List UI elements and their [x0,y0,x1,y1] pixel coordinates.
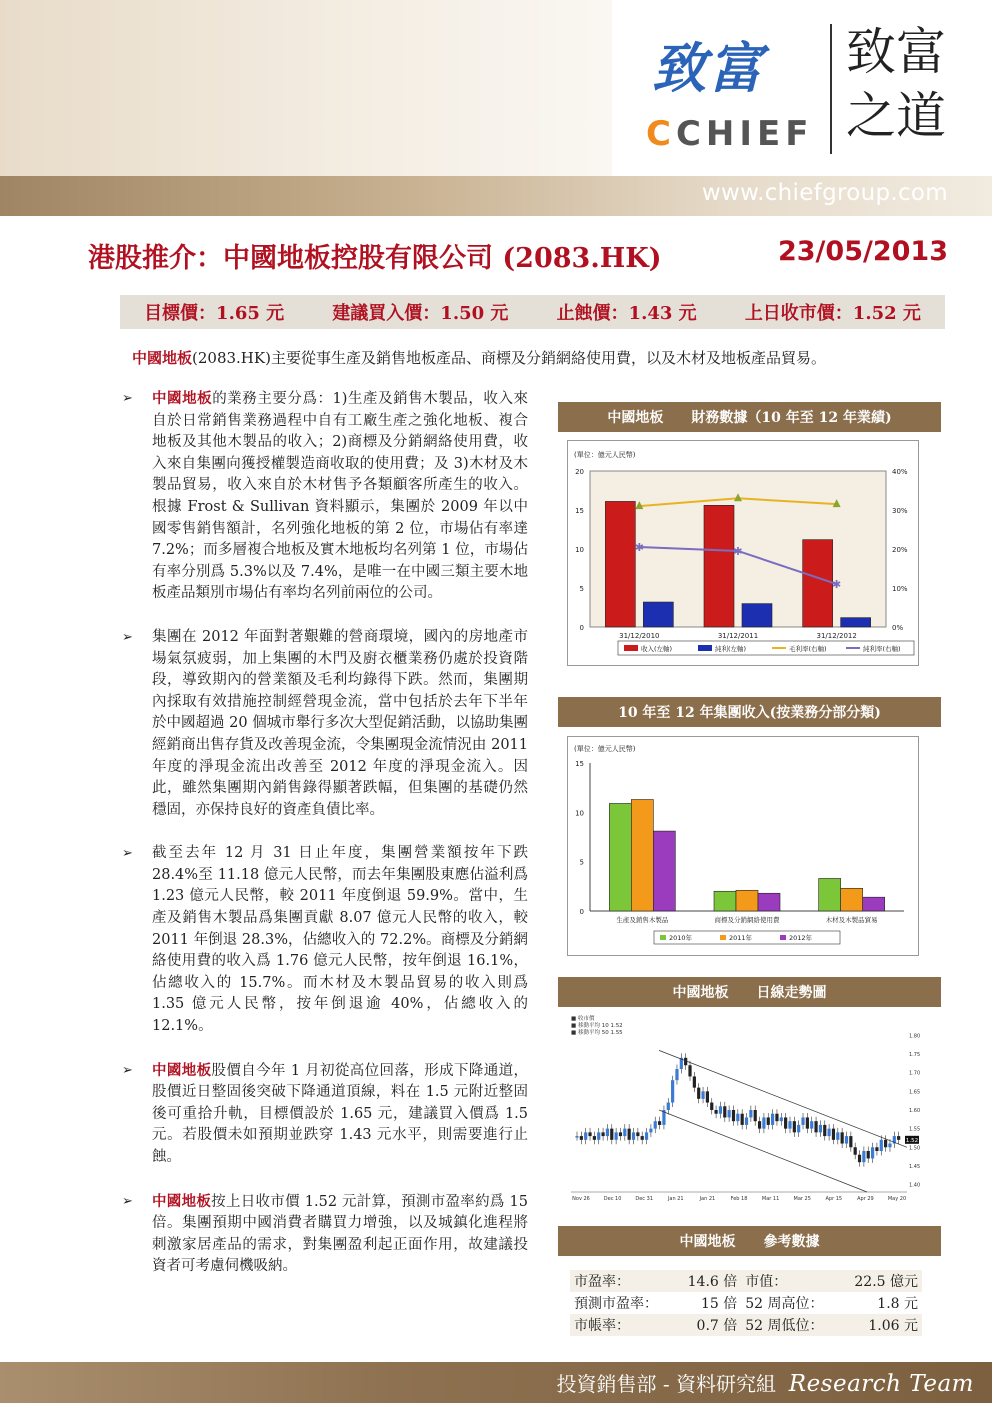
analysis-column [120,388,528,1300]
candle-body [601,1132,604,1136]
bar [605,501,635,627]
candle-body [693,1076,696,1087]
candle-body [628,1129,631,1140]
candle-body [880,1140,883,1151]
candle-body [767,1117,770,1124]
legend-label: 毛利率(右軸) [789,645,827,653]
candle-body [823,1125,826,1136]
last-close-price: 上日收市價：1.52 元 [744,303,921,324]
candle-body [745,1117,748,1124]
candle-body [758,1121,761,1128]
legend-swatch [720,935,726,940]
y-tick-label: 1.45 [909,1163,921,1170]
unit-label: (單位：億元人民幣) [574,451,636,459]
candle-body [806,1117,809,1128]
candle-body [797,1125,800,1132]
candle-body [667,1103,670,1110]
candle-body [636,1132,639,1136]
bar [653,831,675,911]
candle-body [741,1114,744,1125]
bar [742,604,772,627]
candle-body [793,1121,796,1132]
bar [643,602,673,627]
y2-tick-label: 20% [892,546,908,554]
y-tick-label: 20 [575,468,584,476]
bar [609,803,631,911]
financials-chart [568,441,918,665]
legend-label: 2012年 [789,934,813,942]
candle-body [810,1121,813,1128]
y-tick-label: 10 [575,546,584,554]
candle-body [819,1125,822,1132]
y-tick-label: 1.80 [909,1033,921,1040]
x-tick-label: 木材及木製品貿易 [825,916,878,924]
y2-tick-label: 40% [892,468,908,476]
candle-body [858,1155,861,1162]
data-point: ✱ [634,541,644,555]
x-tick-label: Jan 21 [699,1196,716,1202]
candle-body [597,1132,600,1139]
bullet-results: ➢ 截至去年 12 月 31 日止年度，集團營業額按年下跌 28.4%至 11.18 億元人民幣，而去年集團股東應佔溢利爲 1.23 億元人民幣，較 2011 年度倒退 59.9%。當中，生產及銷售木製品爲集團貢獻 8.07 億元人民幣的收入，較 2011 年倒退 28.3%，佔總收入的 72.2%。商標及分銷網絡使用費的收入爲 1.76 億元人民幣，按年倒退 16.1%，佔總收入的 15.7%。而木材及木製品貿易的收入則爲 1.35 億元人民幣，按年倒退逾 40%，佔總收入的 12.1%。 [122,845,528,1035]
candle-body [697,1088,700,1099]
price-bar [120,295,945,329]
unit-label: (單位：億元人民幣) [574,745,636,753]
candle-body [875,1147,878,1151]
panel-revenue-header: 10 年至 12 年集團收入(按業務分部分類) [558,697,941,727]
legend-label: 純利率(右軸) [863,645,901,653]
financials-chart-box [567,440,919,666]
candle-body [710,1103,713,1110]
y2-tick-label: 10% [892,585,908,593]
candle-body [897,1136,900,1140]
x-tick-label: Apr 15 [825,1196,843,1202]
candle-body [867,1151,870,1158]
data-point: ✱ [832,578,842,592]
candle-body [688,1065,691,1076]
candle-body [728,1110,731,1117]
channel-top-line [659,1050,907,1147]
bar [631,800,653,911]
bullet-valuation: ➢ 中國地板按上日收市價 1.52 元計算，預測市盈率約爲 15 倍。集團預期中國消費者購買力增強，以及城鎮化進程將刺激家居產品的需求，對集團盈利起正面作用，故建議投資者可考慮伺機吸納。 [122,1192,528,1275]
header-background [0,0,612,178]
candle-body [593,1136,596,1140]
bar [841,618,871,627]
x-tick-label: 31/12/2011 [717,632,759,640]
candle-body [888,1144,891,1148]
y-tick-label: 1.40 [909,1182,921,1189]
candle-body [788,1121,791,1128]
x-tick-label: Jan 21 [667,1196,684,1202]
x-tick-label: 生產及銷售木製品 [616,916,669,924]
x-tick-label: Mar 25 [793,1196,811,1202]
legend-label: ■ 移動平均 10 1.52 [571,1023,623,1029]
candle-body [658,1121,661,1125]
candle-body [862,1151,865,1162]
candle-body [732,1110,735,1121]
price-chart-box [567,1012,919,1212]
candle-body [706,1091,709,1102]
report-title: 港股推介：中國地板控股有限公司 (2083.HK) [88,243,662,274]
y-tick-label: 0 [579,908,584,916]
bar [704,505,734,627]
company-logo [640,20,946,160]
x-tick-label: 31/12/2012 [816,632,857,640]
legend-label: 收入(左軸) [641,645,673,653]
candle-body [606,1129,609,1136]
candle-body [632,1132,635,1139]
candle-body [675,1069,678,1080]
candle-body [841,1132,844,1143]
current-price-label: 1.52 [905,1137,919,1144]
legend-label: 純利(左軸) [715,645,747,653]
candle-body [814,1121,817,1132]
candle-body [780,1117,783,1121]
candle-body [714,1110,717,1114]
candle-body [749,1110,752,1117]
y-tick-label: 5 [579,585,584,593]
reference-table [570,1270,922,1336]
logo-divider [830,24,832,154]
bar [714,891,736,911]
table-row: 市盈率： 14.6 倍 市值： 22.5 億元 [570,1270,922,1292]
legend-label: ■ 收市價 [571,1016,595,1022]
candle-body [832,1129,835,1140]
y-tick-label: 1.60 [909,1108,921,1114]
y-tick-label: 1.75 [909,1052,921,1059]
y2-tick-label: 0% [892,624,904,632]
y-tick-label: 1.55 [909,1126,921,1133]
bar [758,893,780,911]
candle-body [845,1136,848,1143]
candle-body [723,1106,726,1117]
y-tick-label: 1.50 [909,1145,921,1152]
candle-body [701,1091,704,1098]
legend-label: 2010年 [669,934,693,942]
legend-swatch [624,645,638,651]
candle-body [771,1114,774,1125]
stop-loss-price: 止蝕價：1.43 元 [556,303,697,324]
x-tick-label: 商標及分銷網絡使用費 [714,916,780,924]
x-tick-label: Dec 31 [635,1196,654,1202]
candle-body [762,1117,765,1128]
candle-body [588,1132,591,1136]
legend-label: 2011年 [729,934,753,942]
legend-swatch [698,645,712,651]
logo-english: CCHIEF [646,114,814,154]
candle-body [884,1140,887,1147]
x-tick-label: Feb 18 [730,1196,748,1202]
bullet-technical: ➢ 中國地板股價自今年 1 月初從高位回落，形成下降通道，股價近日整固後突破下降通道頂線，料在 1.5 元附近整固後可重拾升軌，目標價設於 1.65 元，建議買入價爲 1.5 元。若股價未如預期並跌穿 1.43 元水平，則需要進行止蝕。 [122,1061,528,1165]
table-row: 預測市盈率： 15 倍 52 周高位： 1.8 元 [574,1296,918,1312]
y-tick-label: 15 [575,507,584,515]
bar [863,897,885,911]
y-tick-label: 1.65 [909,1089,921,1096]
candle-body [645,1132,648,1139]
price-chart [567,1012,919,1212]
website-url[interactable]: www.chiefgroup.com [701,180,948,206]
x-tick-label: Mar 11 [761,1196,780,1202]
target-price: 目標價：1.65 元 [144,303,285,324]
x-tick-label: Dec 10 [603,1196,622,1202]
candle-body [610,1129,613,1140]
x-tick-label: Apr 29 [857,1196,874,1202]
candle-body [871,1147,874,1158]
candle-body [641,1136,644,1140]
candle-body [801,1117,804,1124]
revenue-chart-box [567,736,919,956]
candle-body [828,1129,831,1136]
x-tick-label: Nov 26 [572,1196,590,1202]
candle-body [619,1132,622,1136]
panel-reference-header: 中國地板 參考數據 [558,1226,941,1256]
legend-label: ■ 移動平均 50 1.55 [571,1030,623,1036]
bar [819,878,841,911]
bar [803,540,833,627]
candle-body [575,1136,578,1138]
panel-financials-header: 中國地板 財務數據（10 年至 12 年業績) [558,402,941,432]
candle-body [784,1117,787,1128]
table-row: 市帳率： 0.7 倍 52 周低位： 1.06 元 [570,1314,922,1336]
candle-body [854,1147,857,1154]
footer-text: 投資銷售部 - 資料研究組 Research Team [556,1371,974,1397]
candle-body [754,1110,757,1121]
candle-body [671,1080,674,1102]
candle-body [654,1121,657,1128]
candle-body [580,1136,583,1140]
candle-body [849,1136,852,1147]
candle-body [615,1132,618,1139]
candle-body [736,1114,739,1121]
candle-body [775,1114,778,1121]
y-tick-label: 0 [579,624,584,632]
y-tick-label: 15 [575,760,584,768]
candle-body [584,1132,587,1139]
legend-swatch [660,935,666,940]
candle-body [836,1132,839,1139]
intro-line: 中國地板(2083.HK)主要從事生產及銷售地板產品、商標及分銷網絡使用費，以及木材及地板產品貿易。 [132,349,826,367]
data-point: ✱ [733,544,743,558]
logo-chinese: 致富 [652,36,764,100]
candle-body [719,1106,722,1113]
buy-price: 建議買入價：1.50 元 [332,303,509,324]
panel-price-header: 中國地板 日線走勢圖 [558,977,941,1007]
report-date: 23/05/2013 [777,236,948,267]
x-tick-label: May 20 [887,1196,907,1202]
bullet-environment: ➢ 集團在 2012 年面對著艱難的營商環境，國內的房地產市場氣氛疲弱，加上集團的木門及廚衣櫃業務仍處於投資階段，導致期內的營業額及毛利均錄得下跌。然而，集團期內採取有效措施控制經營現金流，當中包括於去年下半年於中國超過 20 個城市舉行多次大型促銷活動，以協助集團經銷商出售存貨及改善現金流，令集團現金流情況由 2011 年度的淨現金流出改善至 2012 年度的淨現金流入。因此，雖然集團期內銷售錄得顯著跌幅，但集團的基礎仍然穩固，亦保持良好的資產負債比率。 [122,628,528,818]
y2-tick-label: 30% [892,507,908,515]
candle-body [623,1129,626,1136]
x-tick-label: 31/12/2010 [619,632,660,640]
y-tick-label: 1.70 [909,1070,921,1077]
logo-slogan: 致富 之道 [846,23,946,145]
revenue-chart [568,737,918,955]
bullet-business: ➢ 中國地板的業務主要分爲：1)生產及銷售木製品，收入來自於日常銷售業務過程中自有工廠生產之強化地板、複合地板及其他木製品的收入；2)商標及分銷網絡使用費，收入來自集團向獲授權製造商收取的使用費；及 3)木材及木製品貿易，收入來自於木材售予各類顧客所產生的收入。根據 Frost & Sullivan 資料顯示，集團於 2009 年以中國零售銷售額計，名列強化地板的第 2 位，市場佔有率達 7.2%；而多層複合地板及實木地板均名列第 1 位，市場佔有率分別爲 5.3%以及 7.4%，是唯一在中國三類主要木地板產品類別市場佔有率均名列前兩位的公司。 [122,390,528,602]
candle-body [649,1129,652,1133]
legend-swatch [780,935,786,940]
bar [736,890,758,911]
y-tick-label: 10 [575,809,584,818]
y-tick-label: 5 [579,858,584,867]
bar [841,888,863,911]
